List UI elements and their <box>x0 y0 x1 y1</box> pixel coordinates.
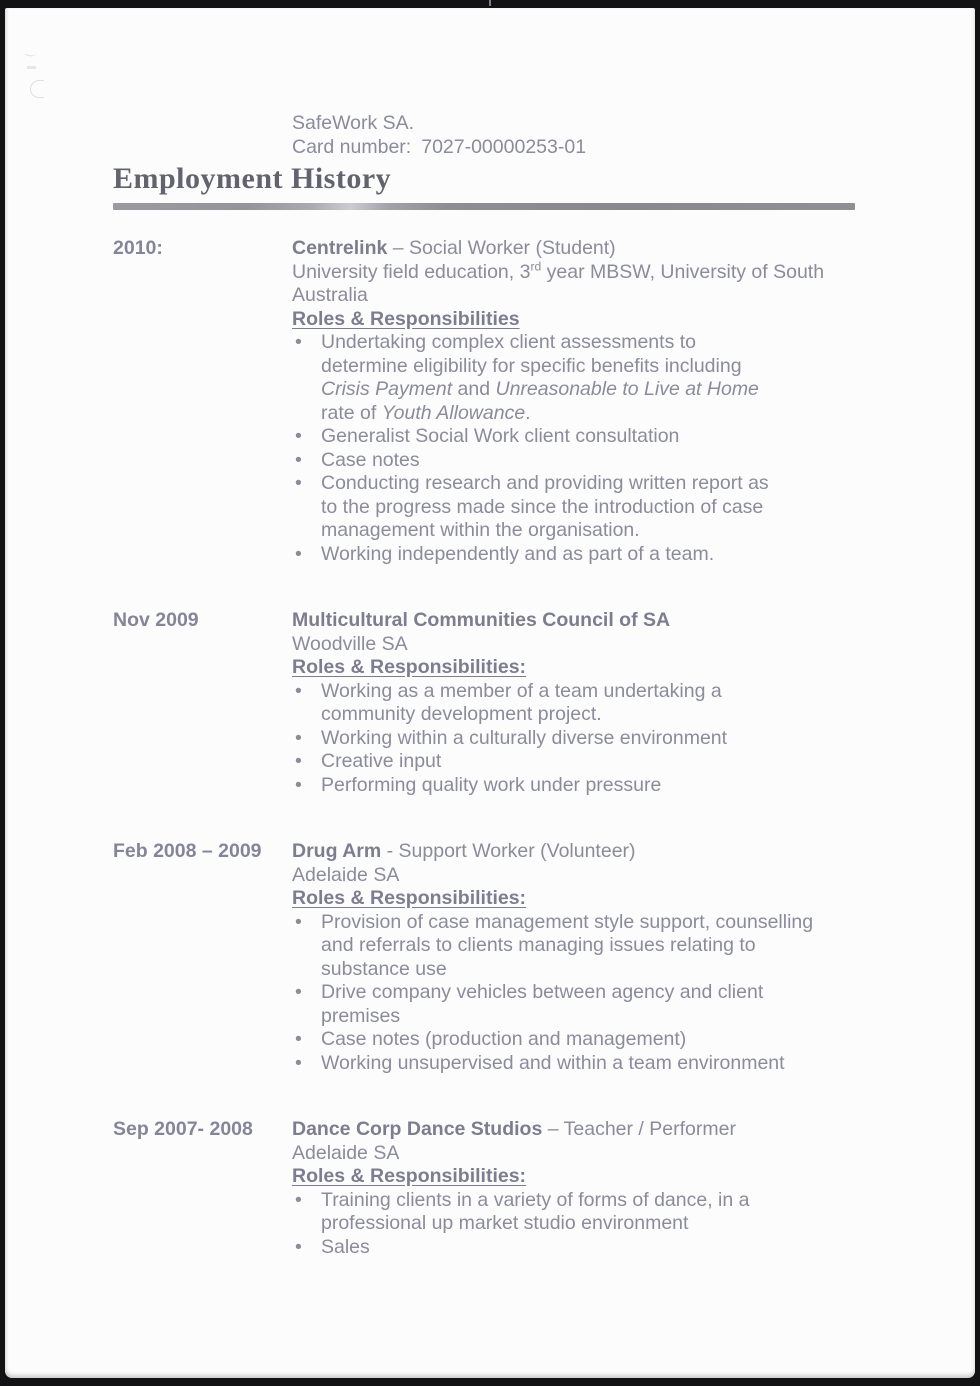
entry-date: 2010: <box>113 237 163 259</box>
bullet-item: • Training clients in a variety of forms of dance, in a professional up market studio environment <box>292 1189 791 1236</box>
employer-line <box>292 237 874 261</box>
page-title: Employment History <box>113 162 392 195</box>
entry-body <box>292 237 874 566</box>
bullet-item: • Creative input <box>292 750 771 774</box>
employer-name: Multicultural Communities Council of SA <box>292 609 671 631</box>
employer-line <box>292 1118 874 1142</box>
bullet-text-italic: Youth Allowance <box>381 401 526 424</box>
bullet-item: • Working as a member of a team undertaking a community development project. <box>292 680 771 727</box>
bullet-item: • Case notes <box>292 449 773 473</box>
role-title: - Support Worker (Volunteer) <box>381 840 636 862</box>
location-line: Adelaide SA <box>292 1141 400 1164</box>
entry-date: Feb 2008 – 2009 <box>113 840 262 862</box>
entry-body <box>292 609 874 797</box>
roles-heading: Roles & Responsibilities: <box>292 887 527 909</box>
card-number-label: Card number: <box>292 135 412 158</box>
entry-date: Nov 2009 <box>113 609 199 631</box>
employer-line <box>292 840 874 864</box>
bullet-item: • Working within a culturally diverse environment <box>292 727 771 751</box>
roles-bullet-list <box>292 680 771 798</box>
role-title: – Social Worker (Student) <box>387 237 616 259</box>
roles-bullet-list <box>292 331 773 566</box>
detail-line <box>292 261 874 308</box>
document-page <box>5 8 975 1378</box>
bullet-text-segment: rate of <box>321 401 382 424</box>
roles-heading: Roles & Responsibilities: <box>292 656 527 678</box>
employment-sections <box>113 237 955 1259</box>
location-line: Woodville SA <box>292 632 408 655</box>
bullet-item: • Drive company vehicles between agency and client premises <box>292 981 836 1028</box>
bullet-item: • Provision of case management style support, counselling and referrals to clients managing issues relating to substance use <box>292 911 836 982</box>
employer-name: Centrelink <box>292 237 388 259</box>
bullet-text-segment: Undertaking complex client assessments to determine eligibility for specific benefits including <box>321 331 742 377</box>
entry-date: Sep 2007- 2008 <box>113 1118 253 1140</box>
employer-line <box>292 609 874 633</box>
entry-body <box>292 840 874 1075</box>
page-content <box>5 8 975 1259</box>
bullet-text-segment: and <box>452 378 496 400</box>
org-name: SafeWork SA. <box>292 112 415 134</box>
bullet-item: • Conducting research and providing written report as to the progress made since the introduction of case management within the organisation. <box>292 472 773 543</box>
pencil-scribble <box>30 80 44 98</box>
header-meta <box>292 112 955 159</box>
bullet-text-italic: Crisis Payment <box>321 378 453 400</box>
bullet-item: • Working independently and as part of a team. <box>292 543 773 567</box>
employment-entry-dance-corp <box>113 1118 955 1259</box>
roles-bullet-list <box>292 911 836 1076</box>
employer-name: Dance Corp Dance Studios <box>292 1118 543 1140</box>
roles-heading: Roles & Responsibilities: <box>292 1165 527 1187</box>
ordinal-superscript: rd <box>530 259 542 273</box>
scan-artifact-tick <box>489 0 491 6</box>
employment-entry-centrelink <box>113 237 955 566</box>
bullet-item <box>292 331 773 425</box>
roles-bullet-list <box>292 1189 791 1260</box>
entry-body <box>292 1118 874 1259</box>
bullet-text-segment: . <box>525 401 531 424</box>
bullet-item: • Sales <box>292 1236 791 1260</box>
bullet-item: • Generalist Social Work client consultation <box>292 425 773 449</box>
employment-entry-drug-arm <box>113 840 955 1075</box>
bullet-text-italic: Unreasonable to Live at Home <box>495 378 759 400</box>
detail-text: year MBSW, University of South Australia <box>292 260 825 306</box>
employment-entry-mcc <box>113 609 955 797</box>
employer-name: Drug Arm <box>292 840 382 862</box>
card-number-line <box>292 136 955 160</box>
roles-heading: Roles & Responsibilities <box>292 307 520 330</box>
card-number-value: 7027-00000253-01 <box>421 135 587 158</box>
role-title: – Teacher / Performer <box>542 1118 736 1140</box>
pencil-scribble <box>27 66 36 69</box>
bullet-item: • Working unsupervised and within a team environment <box>292 1052 836 1076</box>
title-rule <box>113 203 855 210</box>
detail-text: University field education, 3 <box>292 260 531 283</box>
bullet-item: • Case notes (production and management) <box>292 1028 836 1052</box>
bullet-item: • Performing quality work under pressure <box>292 774 771 798</box>
location-line: Adelaide SA <box>292 863 400 886</box>
